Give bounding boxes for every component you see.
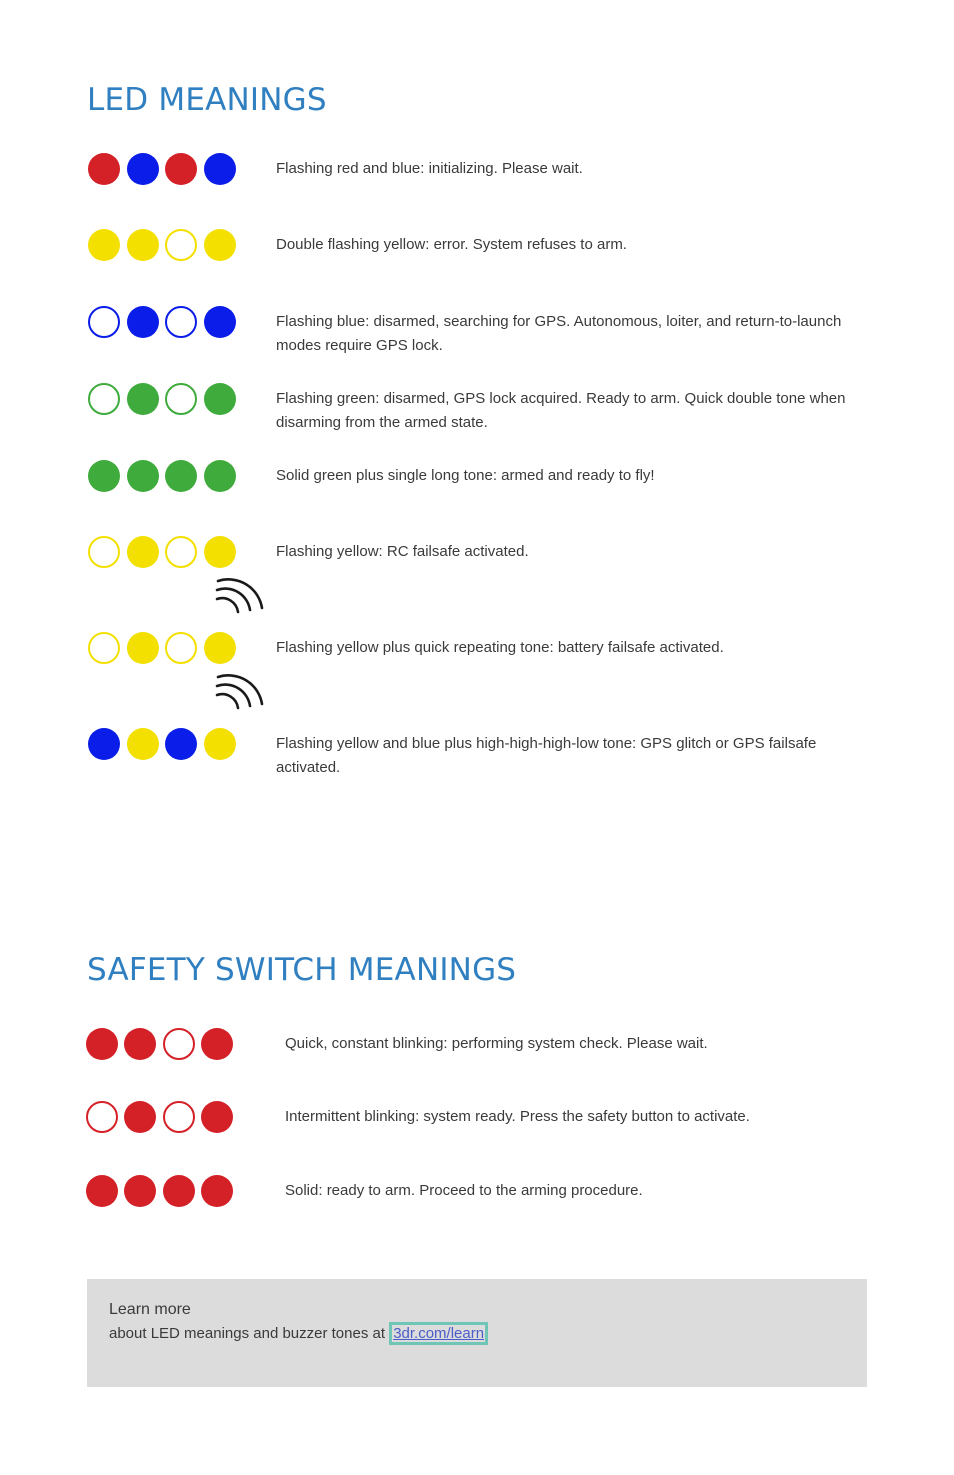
led-indicator (0, 536, 160, 568)
yellow-hollow-led-dot (88, 536, 120, 568)
led-description: Flashing red and blue: initializing. Please wait. (276, 160, 583, 177)
red-hollow-led-dot (163, 1028, 195, 1060)
blue-solid-led-dot (165, 728, 197, 760)
green-hollow-led-dot (88, 383, 120, 415)
red-solid-led-dot (124, 1101, 156, 1133)
learn-more-link[interactable]: 3dr.com/learn (389, 1322, 488, 1345)
yellow-hollow-led-dot (88, 632, 120, 664)
led-indicator (0, 229, 160, 261)
led-description: Solid green plus single long tone: armed and ready to fly! (276, 467, 655, 484)
red-solid-led-dot (124, 1028, 156, 1060)
blue-solid-led-dot (204, 306, 236, 338)
yellow-solid-led-dot (204, 728, 236, 760)
led-section-title: LED MEANINGS (87, 82, 327, 118)
sound-waves-icon (214, 672, 266, 716)
red-solid-led-dot (201, 1175, 233, 1207)
red-solid-led-dot (201, 1028, 233, 1060)
led-indicator (0, 460, 160, 492)
red-solid-led-dot (165, 153, 197, 185)
yellow-solid-led-dot (204, 536, 236, 568)
safety-description: Quick, constant blinking: performing system check. Please wait. (285, 1035, 708, 1052)
yellow-hollow-led-dot (165, 229, 197, 261)
led-indicator (0, 306, 160, 338)
safety-section-title: SAFETY SWITCH MEANINGS (87, 952, 517, 988)
red-solid-led-dot (86, 1175, 118, 1207)
green-solid-led-dot (204, 383, 236, 415)
blue-hollow-led-dot (88, 306, 120, 338)
yellow-solid-led-dot (88, 229, 120, 261)
red-solid-led-dot (201, 1101, 233, 1133)
led-description: Flashing yellow: RC failsafe activated. (276, 543, 529, 560)
green-solid-led-dot (88, 460, 120, 492)
red-solid-led-dot (163, 1175, 195, 1207)
safety-indicator (0, 1101, 160, 1133)
yellow-solid-led-dot (127, 728, 159, 760)
blue-hollow-led-dot (165, 306, 197, 338)
safety-description: Solid: ready to arm. Proceed to the arming procedure. (285, 1182, 643, 1199)
led-description: Flashing green: disarmed, GPS lock acquired. Ready to arm. Quick double tone when disarming from the armed state. (276, 390, 846, 431)
blue-solid-led-dot (127, 306, 159, 338)
sound-wave-arc (217, 694, 238, 708)
green-solid-led-dot (127, 460, 159, 492)
safety-indicator (0, 1175, 160, 1207)
red-hollow-led-dot (86, 1101, 118, 1133)
yellow-solid-led-dot (204, 229, 236, 261)
led-indicator (0, 632, 160, 664)
led-description: Flashing yellow plus quick repeating tone: battery failsafe activated. (276, 639, 724, 656)
led-indicator (0, 153, 160, 185)
red-solid-led-dot (86, 1028, 118, 1060)
led-description: Flashing yellow and blue plus high-high-high-low tone: GPS glitch or GPS failsafe activated. (276, 735, 817, 776)
blue-solid-led-dot (204, 153, 236, 185)
learn-more-panel (87, 1279, 867, 1387)
green-solid-led-dot (204, 460, 236, 492)
led-indicator (0, 383, 160, 415)
green-hollow-led-dot (165, 383, 197, 415)
learn-more-text (109, 1325, 488, 1342)
red-hollow-led-dot (163, 1101, 195, 1133)
yellow-solid-led-dot (204, 632, 236, 664)
yellow-hollow-led-dot (165, 632, 197, 664)
learn-more-description: about LED meanings and buzzer tones at (109, 1325, 390, 1342)
blue-solid-led-dot (127, 153, 159, 185)
red-solid-led-dot (88, 153, 120, 185)
safety-description: Intermittent blinking: system ready. Press the safety button to activate. (285, 1108, 750, 1125)
red-solid-led-dot (124, 1175, 156, 1207)
yellow-solid-led-dot (127, 632, 159, 664)
sound-wave-arc (217, 598, 238, 612)
yellow-solid-led-dot (127, 536, 159, 568)
yellow-hollow-led-dot (165, 536, 197, 568)
led-indicator (0, 728, 160, 760)
blue-solid-led-dot (88, 728, 120, 760)
led-description: Flashing blue: disarmed, searching for GPS. Autonomous, loiter, and return-to-launch modes require GPS lock. (276, 313, 842, 354)
yellow-solid-led-dot (127, 229, 159, 261)
learn-more-title: Learn more (109, 1301, 191, 1318)
led-description: Double flashing yellow: error. System refuses to arm. (276, 236, 627, 253)
green-solid-led-dot (165, 460, 197, 492)
safety-indicator (0, 1028, 160, 1060)
sound-waves-icon (214, 576, 266, 620)
green-solid-led-dot (127, 383, 159, 415)
